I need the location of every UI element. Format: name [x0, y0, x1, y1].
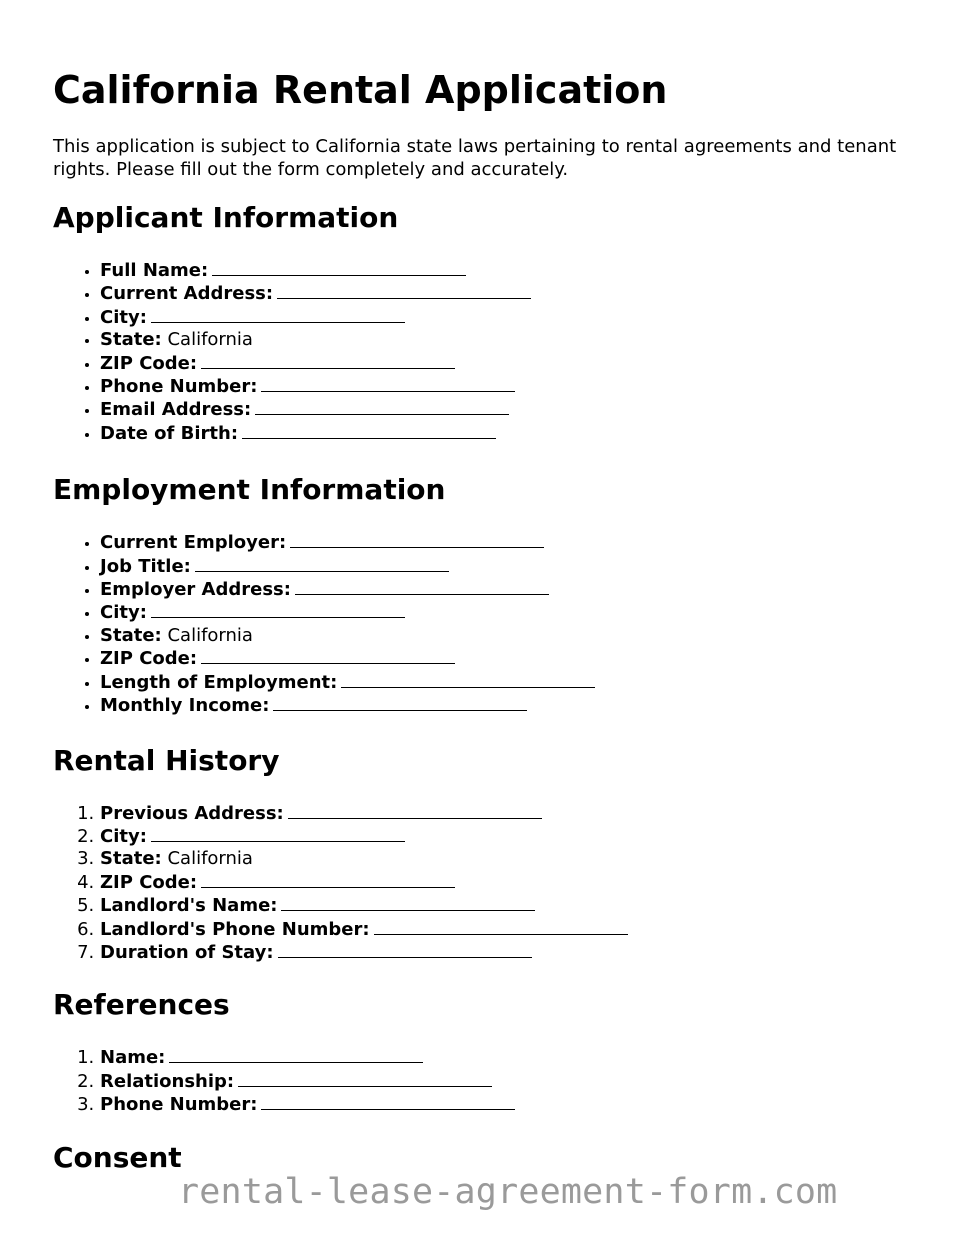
field-label: Date of Birth: [100, 422, 239, 444]
previous-zip-code-field [100, 871, 913, 894]
state-value: California [167, 848, 253, 870]
phone-number-blank[interactable] [261, 375, 515, 392]
rental-history-heading: Rental History [53, 743, 280, 777]
current-employer-field [100, 531, 913, 554]
field-label: Name: [100, 1047, 166, 1069]
current-employer-blank[interactable] [290, 531, 544, 548]
job-title-field [100, 555, 913, 578]
previous-zip-code-blank[interactable] [201, 871, 455, 888]
zip-code-blank[interactable] [201, 352, 455, 369]
landlord-name-field [100, 894, 913, 917]
intro-paragraph: This application is subject to California state laws pertaining to rental agreements and tenant rights. Please fill out the form completely and accurately. [53, 136, 897, 180]
phone-number-field [100, 375, 913, 398]
field-label: Previous Address: [100, 802, 284, 824]
field-label: ZIP Code: [100, 871, 198, 893]
applicant-information-heading: Applicant Information [53, 201, 399, 234]
city-blank[interactable] [151, 306, 405, 323]
employer-state-field [100, 625, 913, 647]
reference-relationship-blank[interactable] [238, 1070, 492, 1087]
full-name-field [100, 259, 913, 282]
employer-zip-code-blank[interactable] [201, 647, 455, 664]
employer-zip-code-field [100, 647, 913, 670]
current-address-field [100, 282, 913, 305]
reference-relationship-field [100, 1070, 913, 1093]
previous-address-field [100, 802, 913, 825]
field-label: Relationship: [100, 1070, 235, 1092]
field-label: Full Name: [100, 260, 209, 281]
employer-address-field [100, 578, 913, 601]
previous-address-blank[interactable] [288, 802, 542, 819]
previous-state-field [100, 848, 913, 870]
field-label: Employer Address: [100, 579, 291, 601]
landlord-phone-field [100, 918, 913, 941]
employment-information-heading: Employment Information [53, 473, 446, 507]
field-label: State: [100, 624, 162, 646]
monthly-income-field [100, 694, 913, 717]
field-label: Duration of Stay: [100, 941, 274, 963]
field-label: Phone Number: [100, 1094, 258, 1116]
employer-address-blank[interactable] [295, 578, 549, 595]
field-label: State: [100, 848, 162, 870]
previous-city-blank[interactable] [151, 825, 405, 842]
duration-of-stay-field [100, 941, 913, 964]
field-label: Landlord's Phone Number: [100, 918, 370, 940]
field-label: Email Address: [100, 399, 252, 421]
employment-field-list [53, 531, 913, 717]
email-address-blank[interactable] [255, 398, 509, 415]
field-label: Current Address: [100, 283, 274, 305]
field-label: City: [100, 825, 147, 847]
state-value: California [167, 329, 253, 351]
references-heading: References [53, 988, 230, 1022]
reference-phone-field [100, 1093, 913, 1116]
duration-of-stay-blank[interactable] [278, 941, 532, 958]
field-label: ZIP Code: [100, 352, 198, 374]
field-label: City: [100, 306, 147, 328]
length-of-employment-blank[interactable] [341, 671, 595, 688]
field-label: Landlord's Name: [100, 895, 278, 917]
field-label: Current Employer: [100, 532, 287, 554]
city-field [100, 306, 913, 329]
date-of-birth-blank[interactable] [242, 422, 496, 439]
current-address-blank[interactable] [277, 282, 531, 299]
zip-code-field [100, 352, 913, 375]
reference-phone-blank[interactable] [261, 1093, 515, 1110]
job-title-blank[interactable] [195, 555, 449, 572]
previous-city-field [100, 825, 913, 848]
length-of-employment-field [100, 671, 913, 694]
landlord-name-blank[interactable] [281, 894, 535, 911]
state-field [100, 329, 913, 351]
employer-city-field [100, 601, 913, 624]
reference-name-field [100, 1046, 913, 1069]
monthly-income-blank[interactable] [273, 694, 527, 711]
email-address-field [100, 398, 913, 421]
applicant-field-list [53, 259, 913, 445]
field-label: Job Title: [100, 555, 191, 577]
field-label: City: [100, 602, 147, 624]
watermark-text: rental-lease-agreement-form.com [178, 1172, 838, 1212]
date-of-birth-field [100, 422, 913, 445]
field-label: State: [100, 329, 162, 351]
references-field-list [53, 1046, 913, 1116]
field-label: Monthly Income: [100, 695, 270, 717]
consent-heading: Consent [53, 1140, 182, 1174]
field-label: Length of Employment: [100, 671, 338, 693]
full-name-blank[interactable] [212, 259, 466, 276]
state-value: California [167, 624, 253, 646]
page-title: California Rental Application [53, 68, 668, 112]
document-body [53, 62, 913, 1176]
field-label: ZIP Code: [100, 648, 198, 670]
landlord-phone-blank[interactable] [374, 918, 628, 935]
reference-name-blank[interactable] [169, 1046, 423, 1063]
field-label: Phone Number: [100, 376, 258, 398]
rental-history-field-list [53, 802, 913, 965]
employer-city-blank[interactable] [151, 601, 405, 618]
